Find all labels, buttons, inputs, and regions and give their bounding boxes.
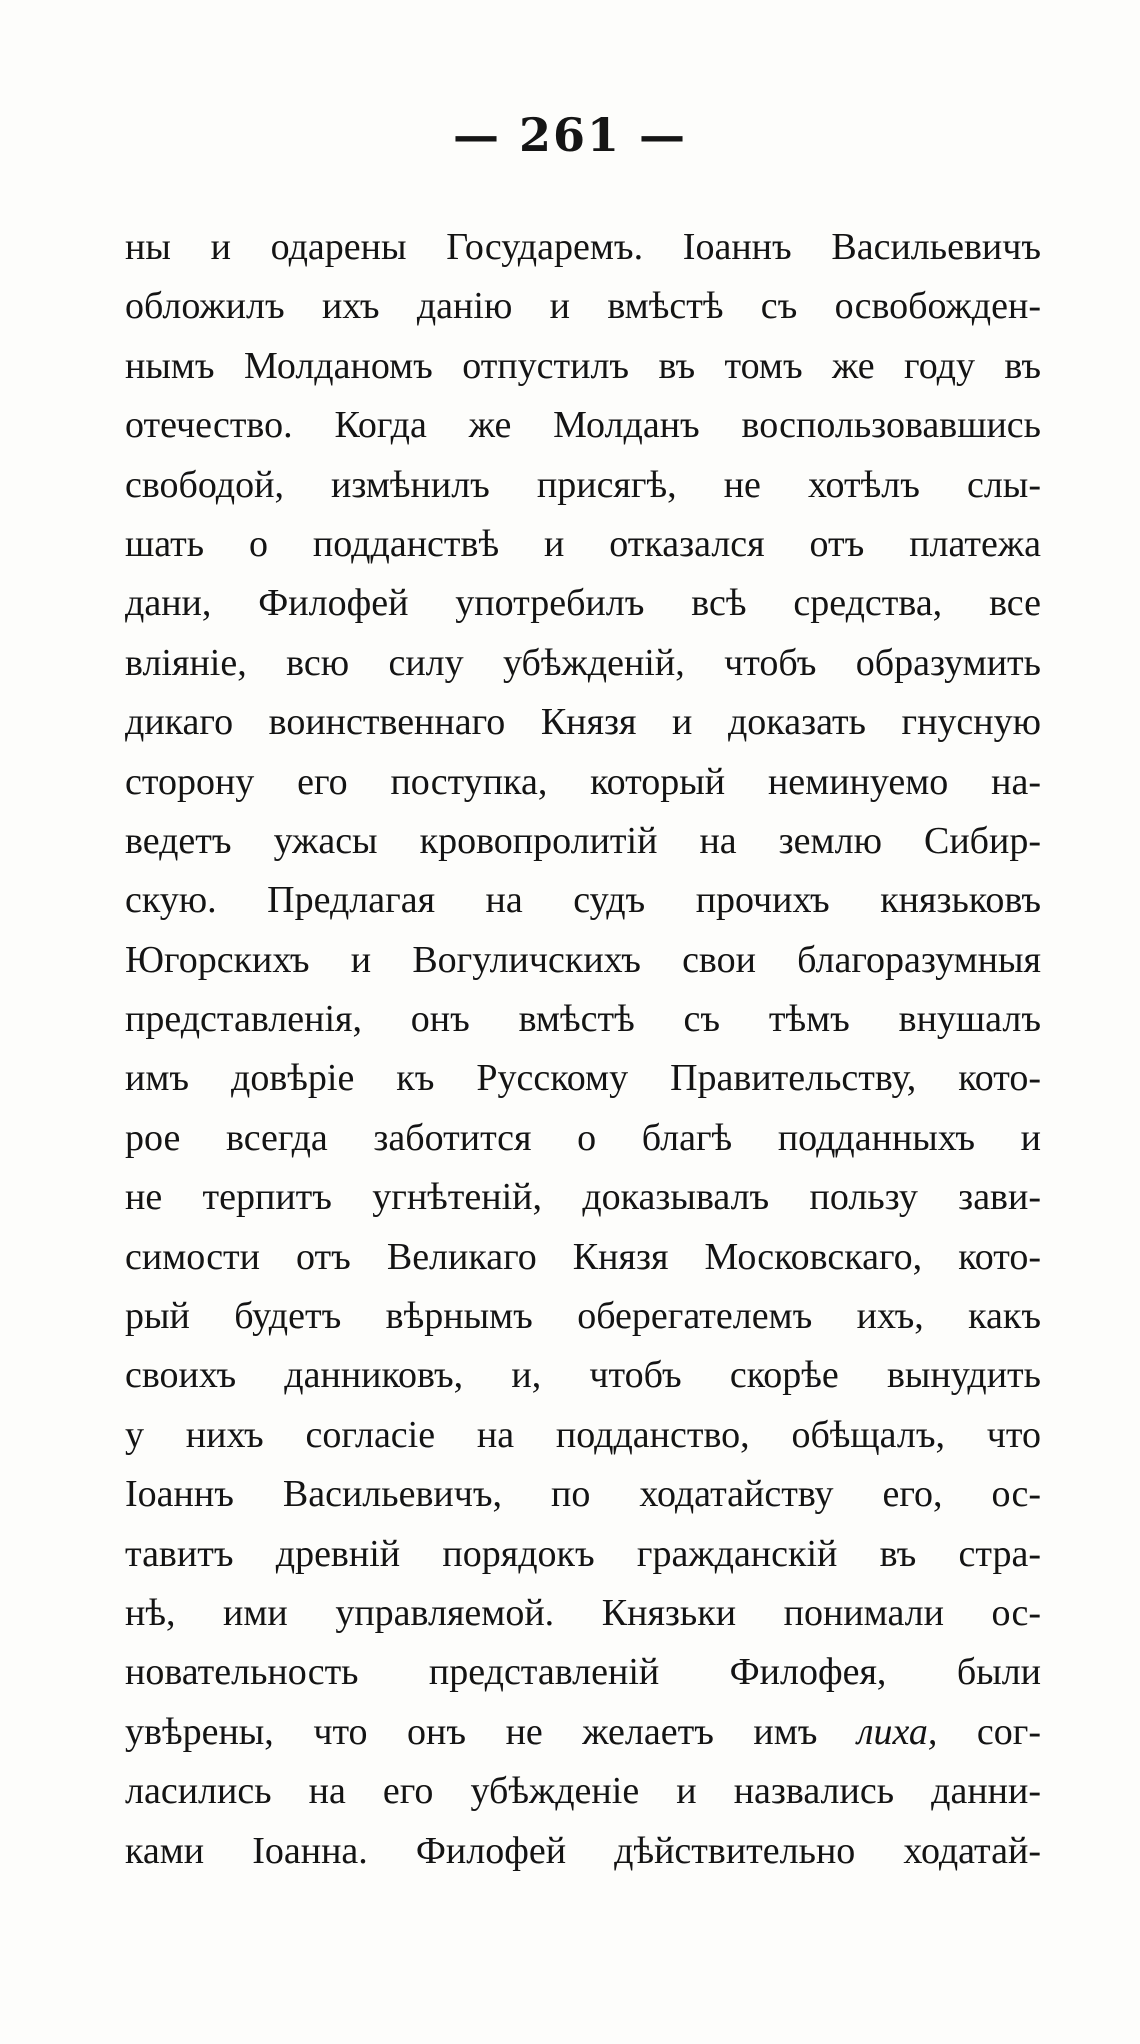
text-line: шать о подданствѣ и отказался отъ платежа [125, 522, 1041, 565]
text-line: сторону его поступка, который неминуемо на- [125, 760, 1041, 803]
text-line: ведетъ ужасы кровопролитій на землю Сибир- [125, 819, 1041, 862]
text-line: обложилъ ихъ данію и вмѣстѣ съ освобожден- [125, 285, 1041, 328]
text-line: ны и одарены Государемъ. Іоаннъ Васильевичъ [125, 226, 1041, 268]
text-line: рый будетъ вѣрнымъ оберегателемъ ихъ, какъ [125, 1295, 1041, 1338]
text-line: симости отъ Великаго Князя Московскаго, кото- [125, 1235, 1041, 1278]
text-line: отечество. Когда же Молданъ воспользовавшись [125, 404, 1041, 447]
text-line: тавитъ древній порядокъ гражданскій въ стра- [125, 1532, 1041, 1575]
text-line: Іоаннъ Васильевичъ, по ходатайству его, ос- [125, 1473, 1041, 1516]
text-line: скую. Предлагая на судъ прочихъ князьковъ [125, 879, 1041, 922]
body-text [125, 218, 1041, 1881]
text-line: дикаго воинственнаго Князя и доказать гнусную [125, 701, 1041, 744]
text-line-with-emphasis [125, 1703, 1041, 1762]
page-number: — 261 — [452, 108, 688, 162]
text-line: вліяніе, всю силу убѣжденій, чтобъ образумить [125, 641, 1041, 684]
text-line: ласились на его убѣжденіе и назвались данни- [125, 1770, 1041, 1813]
text-line: рое всегда заботится о благѣ подданныхъ и [125, 1116, 1041, 1159]
text-line: ками Іоанна. Филофей дѣйствительно ходатай- [125, 1829, 1041, 1872]
text-line: нѣ, ими управляемой. Князьки понимали ос- [125, 1591, 1041, 1634]
text-line: у нихъ согласіе на подданство, обѣщалъ, что [125, 1413, 1041, 1456]
text-segment: увѣрены, что онъ не желаетъ имъ [125, 1710, 857, 1753]
text-segment: сог- [937, 1710, 1041, 1753]
text-line: новательность представленій Филофея, были [125, 1651, 1041, 1694]
text-line: свободой, измѣнилъ присягѣ, не хотѣлъ слы- [125, 463, 1041, 506]
text-line: Югорскихъ и Вогуличскихъ свои благоразумныя [125, 938, 1041, 981]
text-line: не терпитъ угнѣтеній, доказывалъ пользу зави- [125, 1176, 1041, 1219]
text-line: своихъ данниковъ, и, чтобъ скорѣе вынудить [125, 1354, 1041, 1397]
emphasized-word: лиха, [856, 1710, 938, 1753]
text-line: нымъ Молданомъ отпустилъ въ томъ же году въ [125, 344, 1041, 387]
text-line: дани, Филофей употребилъ всѣ средства, все [125, 582, 1041, 625]
text-line: имъ довѣріе къ Русскому Правительству, кото- [125, 1057, 1041, 1100]
text-line: представленія, онъ вмѣстѣ съ тѣмъ внушалъ [125, 998, 1041, 1041]
